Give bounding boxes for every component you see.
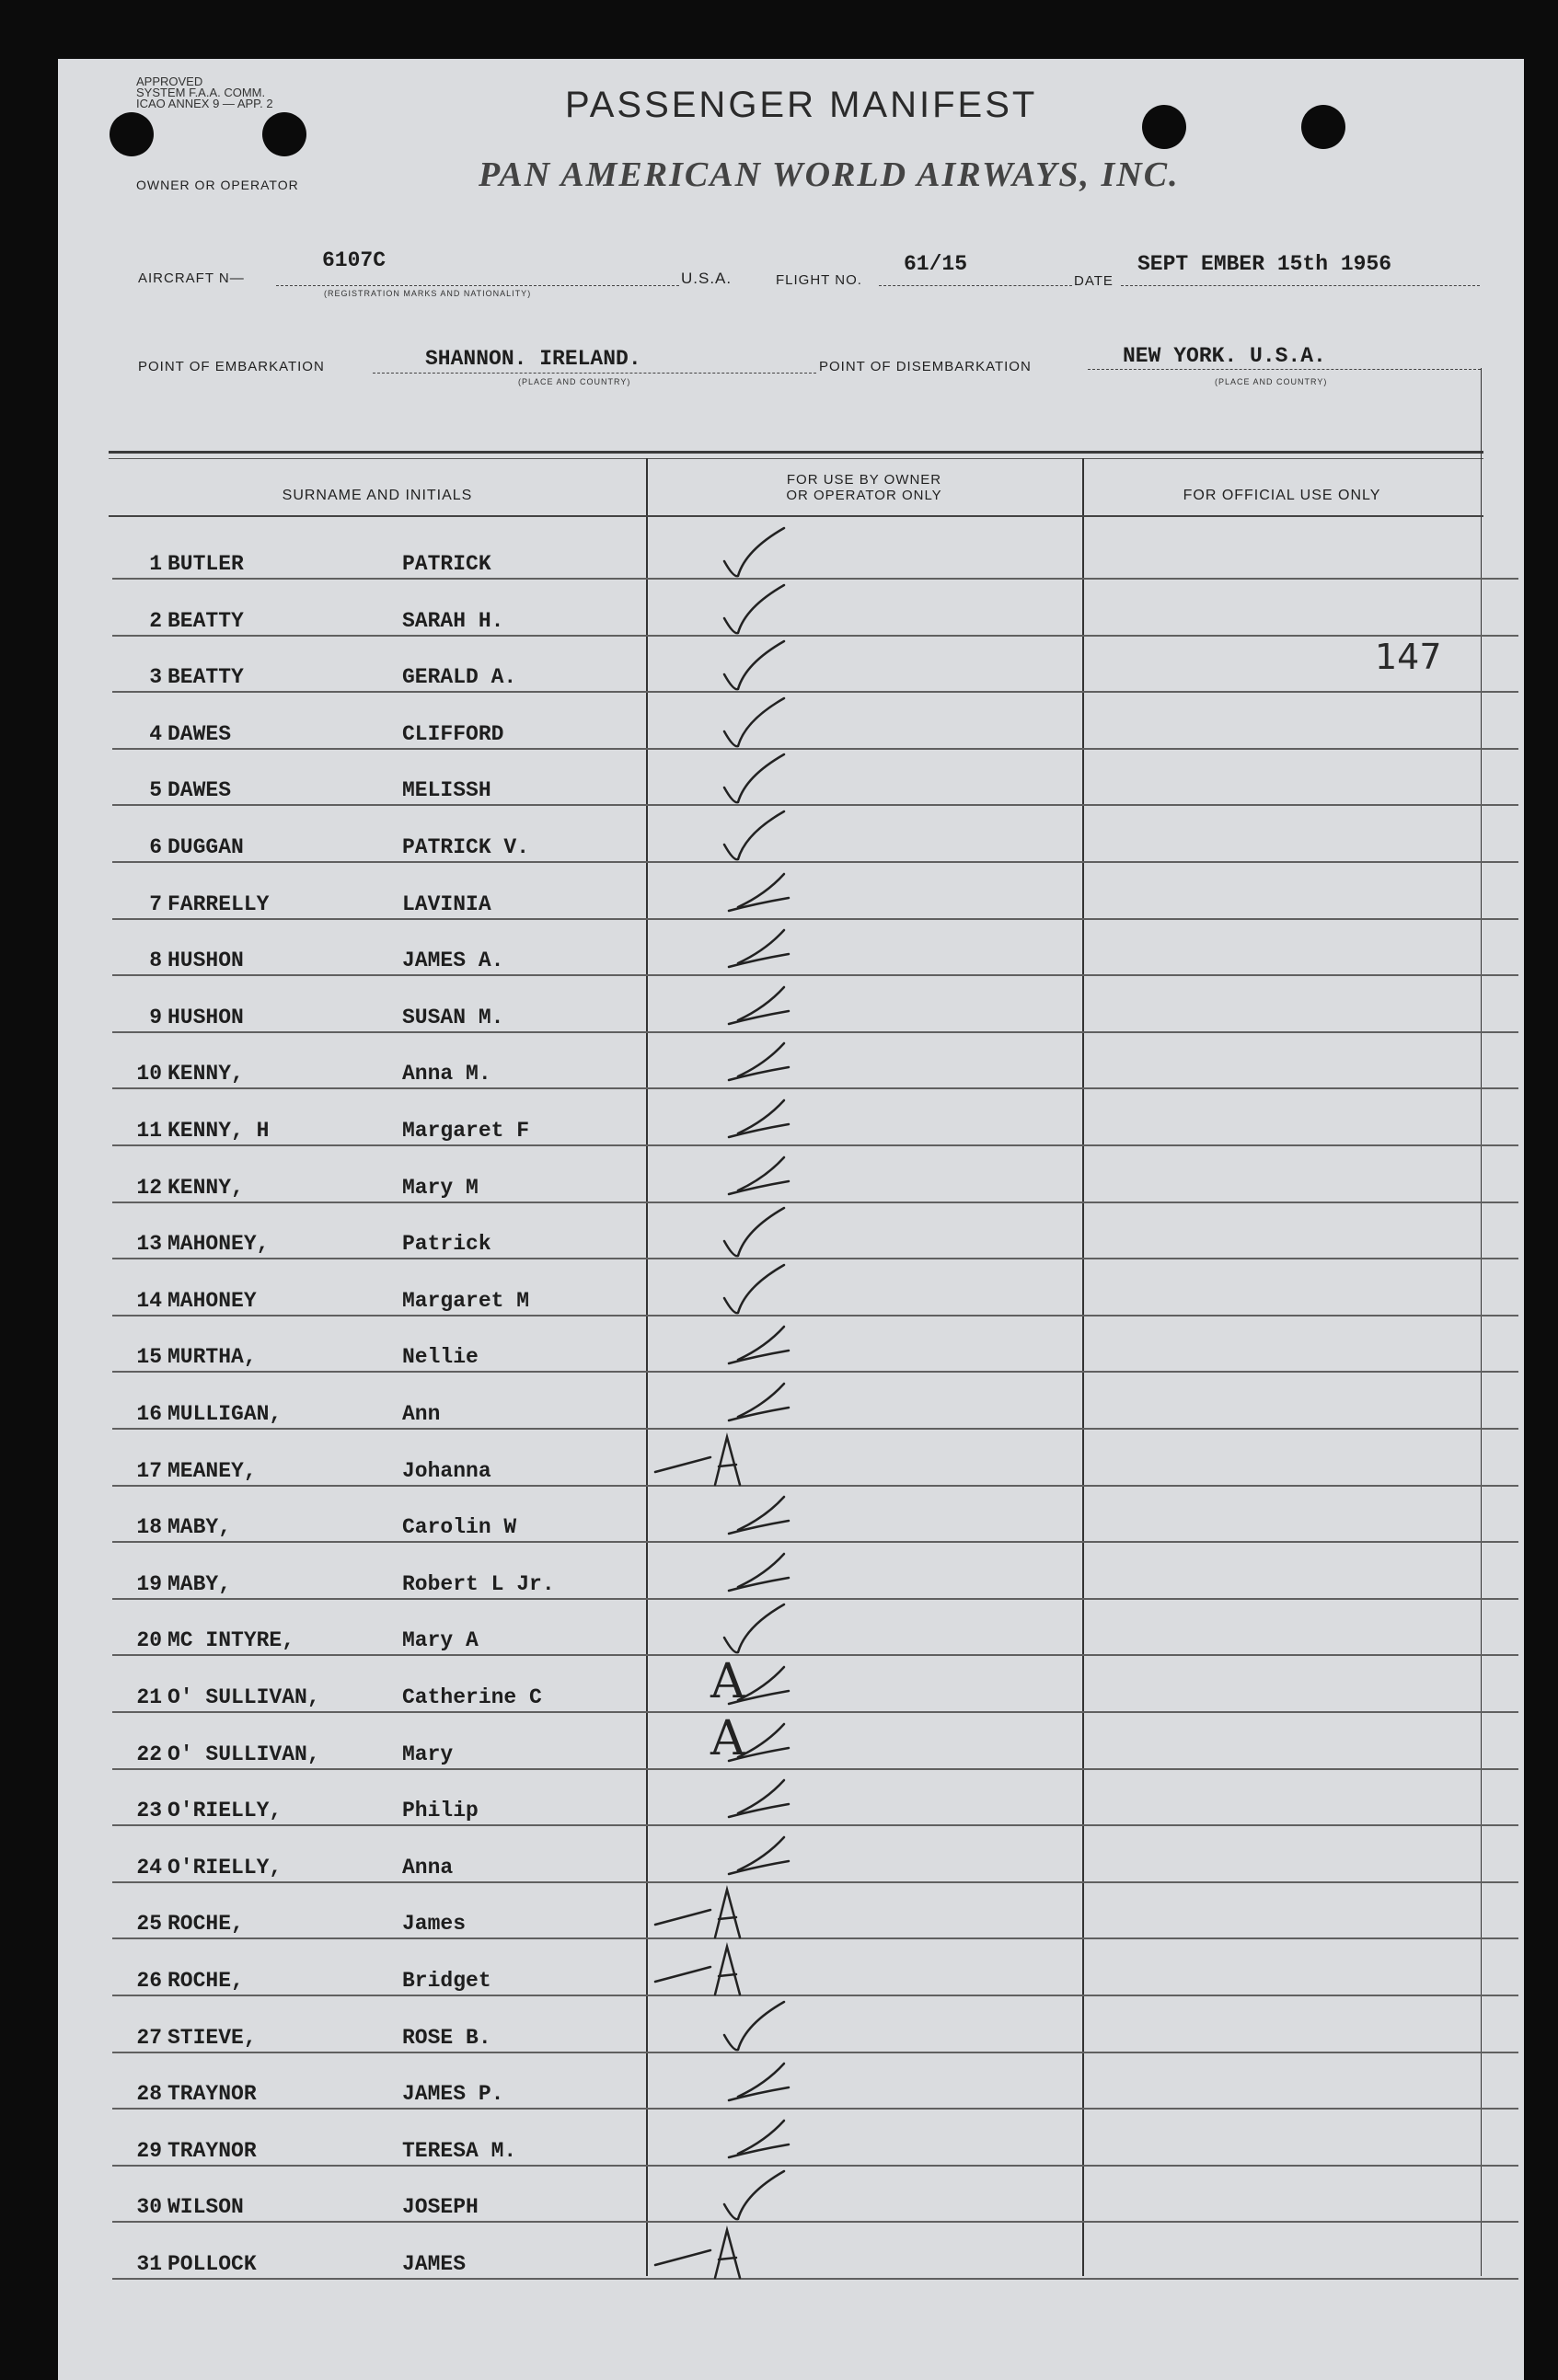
row-number: 28 bbox=[136, 2082, 162, 2107]
flight-number: 61/15 bbox=[904, 252, 968, 276]
table-row bbox=[112, 2052, 1520, 2110]
dash-mark-icon bbox=[600, 1373, 802, 1430]
row-number: 9 bbox=[149, 1005, 162, 1029]
table-row bbox=[112, 1882, 1520, 1939]
dash-mark-icon bbox=[600, 919, 802, 976]
row-number: 21 bbox=[136, 1685, 162, 1709]
row-number: 29 bbox=[136, 2138, 162, 2163]
dash-mark-icon bbox=[600, 1543, 802, 1600]
row-number: 11 bbox=[136, 1119, 162, 1143]
passenger-surname: O' SULLIVAN, bbox=[167, 1685, 320, 1709]
passenger-surname: KENNY, bbox=[167, 1062, 244, 1087]
passenger-surname: STIEVE, bbox=[167, 2025, 257, 2050]
table-row bbox=[112, 1769, 1520, 1826]
punch-hole-icon bbox=[110, 112, 154, 156]
passenger-surname: HUSHON bbox=[167, 1005, 244, 1029]
approval-stamp bbox=[136, 76, 273, 109]
check-mark-icon bbox=[600, 580, 802, 637]
row-number: 6 bbox=[149, 835, 162, 859]
passenger-given-name: Johanna bbox=[402, 1458, 491, 1483]
row-number: 5 bbox=[149, 778, 162, 803]
nationality: U.S.A. bbox=[681, 270, 733, 287]
passenger-surname: FARRELLY bbox=[167, 891, 270, 916]
passenger-surname: O' SULLIVAN, bbox=[167, 1742, 320, 1766]
passenger-given-name: PATRICK V. bbox=[402, 835, 530, 859]
passenger-given-name: CLIFFORD bbox=[402, 721, 504, 746]
passenger-surname: KENNY, bbox=[167, 1175, 244, 1200]
letter-a-mark-icon bbox=[600, 2223, 802, 2280]
row-number: 16 bbox=[136, 1402, 162, 1426]
check-mark-icon bbox=[600, 2166, 802, 2223]
table-row bbox=[112, 693, 1520, 750]
row-number: 26 bbox=[136, 1969, 162, 1993]
passenger-given-name: Margaret M bbox=[402, 1288, 530, 1313]
passenger-given-name: Anna M. bbox=[402, 1062, 491, 1087]
header-bottom-rule bbox=[109, 515, 1483, 517]
table-top-rule-2 bbox=[109, 458, 1483, 459]
passenger-surname: MC INTYRE, bbox=[167, 1628, 295, 1653]
dash-mark-icon bbox=[600, 1826, 802, 1883]
passenger-given-name: JOSEPH bbox=[402, 2195, 479, 2220]
table-row bbox=[112, 1599, 1520, 1656]
passenger-given-name: Philip bbox=[402, 1799, 479, 1823]
table-row bbox=[112, 1996, 1520, 2053]
passenger-given-name: Mary bbox=[402, 1742, 454, 1766]
passenger-given-name: James bbox=[402, 1912, 467, 1937]
table-row bbox=[112, 919, 1520, 976]
table-row bbox=[112, 976, 1520, 1033]
dash-mark-icon bbox=[600, 1486, 802, 1543]
check-mark-icon bbox=[600, 1996, 802, 2053]
row-number: 20 bbox=[136, 1628, 162, 1653]
passenger-surname: WILSON bbox=[167, 2195, 244, 2220]
table-top-rule bbox=[109, 451, 1483, 454]
passenger-given-name: LAVINIA bbox=[402, 891, 491, 916]
check-mark-icon bbox=[600, 636, 802, 693]
passenger-surname: ROCHE, bbox=[167, 1969, 244, 1993]
dash-mark-icon bbox=[600, 1146, 802, 1203]
owner-column-header-line1: FOR USE BY OWNER bbox=[786, 472, 942, 488]
dash-mark-icon bbox=[600, 976, 802, 1033]
table-row bbox=[112, 1486, 1520, 1543]
passenger-surname: DUGGAN bbox=[167, 835, 244, 859]
passenger-surname: MURTHA, bbox=[167, 1345, 257, 1370]
dash-mark-icon bbox=[600, 2052, 802, 2110]
table-row bbox=[112, 2110, 1520, 2167]
letter-a-mark-icon bbox=[600, 1430, 802, 1487]
row-number: 8 bbox=[149, 949, 162, 973]
table-row bbox=[112, 1826, 1520, 1883]
row-number: 25 bbox=[136, 1912, 162, 1937]
surname-column-header: SURNAME AND INITIALS bbox=[282, 488, 473, 503]
row-number: 4 bbox=[149, 721, 162, 746]
row-number: 3 bbox=[149, 665, 162, 690]
dash-mark-icon bbox=[600, 2110, 802, 2167]
row-number: 14 bbox=[136, 1288, 162, 1313]
table-row bbox=[112, 1316, 1520, 1373]
table-row bbox=[112, 1146, 1520, 1203]
date-label: DATE bbox=[1074, 273, 1114, 289]
check-mark-icon bbox=[600, 1259, 802, 1316]
check-mark-icon bbox=[600, 1202, 802, 1259]
passenger-given-name: Mary A bbox=[402, 1628, 479, 1653]
passenger-given-name: GERALD A. bbox=[402, 665, 517, 690]
row-number: 18 bbox=[136, 1515, 162, 1540]
passenger-surname: O'RIELLY, bbox=[167, 1855, 283, 1880]
passenger-given-name: Robert L Jr. bbox=[402, 1571, 555, 1596]
passenger-given-name: Carolin W bbox=[402, 1515, 517, 1540]
passenger-given-name: SUSAN M. bbox=[402, 1005, 504, 1029]
approval-line: ICAO ANNEX 9 — APP. 2 bbox=[136, 97, 273, 110]
passenger-surname: ROCHE, bbox=[167, 1912, 244, 1937]
row-number: 1 bbox=[149, 552, 162, 576]
approval-line: APPROVED bbox=[136, 75, 203, 88]
aircraft-underline bbox=[276, 285, 679, 286]
passenger-given-name: ROSE B. bbox=[402, 2025, 491, 2050]
check-mark-icon bbox=[600, 523, 802, 580]
check-mark-icon bbox=[600, 1599, 802, 1656]
dash-mark-icon bbox=[600, 1710, 802, 1770]
passenger-surname: POLLOCK bbox=[167, 2252, 257, 2276]
marginal-a-mark: A bbox=[710, 1654, 745, 1709]
row-number: 7 bbox=[149, 891, 162, 916]
marginal-a-mark: A bbox=[710, 1710, 745, 1766]
passenger-given-name: JAMES A. bbox=[402, 949, 504, 973]
passenger-given-name: Bridget bbox=[402, 1969, 491, 1993]
table-row bbox=[112, 1373, 1520, 1430]
punch-hole-icon bbox=[1301, 105, 1345, 149]
disembarkation-label: POINT OF DISEMBARKATION bbox=[819, 359, 1032, 374]
row-number: 12 bbox=[136, 1175, 162, 1200]
embark-underline bbox=[373, 373, 816, 374]
approval-line: SYSTEM F.A.A. COMM. bbox=[136, 86, 266, 99]
passenger-surname: O'RIELLY, bbox=[167, 1799, 283, 1823]
passenger-surname: HUSHON bbox=[167, 949, 244, 973]
row-number: 22 bbox=[136, 1742, 162, 1766]
passenger-surname: TRAYNOR bbox=[167, 2082, 257, 2107]
passenger-given-name: Nellie bbox=[402, 1345, 479, 1370]
table-row bbox=[112, 2223, 1520, 2280]
official-note: 147 bbox=[1375, 637, 1442, 677]
table-row bbox=[112, 1939, 1520, 1996]
flight-date: SEPT EMBER 15th 1956 bbox=[1137, 252, 1392, 276]
row-number: 13 bbox=[136, 1232, 162, 1257]
row-number: 19 bbox=[136, 1571, 162, 1596]
form-title: PASSENGER MANIFEST bbox=[565, 85, 1038, 125]
owner-label: OWNER OR OPERATOR bbox=[136, 178, 299, 192]
table-row bbox=[112, 636, 1520, 693]
passenger-given-name: Catherine C bbox=[402, 1685, 542, 1709]
passenger-given-name: Margaret F bbox=[402, 1119, 530, 1143]
row-number: 10 bbox=[136, 1062, 162, 1087]
passenger-surname: MULLIGAN, bbox=[167, 1402, 283, 1426]
passenger-surname: DAWES bbox=[167, 778, 232, 803]
passenger-given-name: Mary M bbox=[402, 1175, 479, 1200]
passenger-surname: TRAYNOR bbox=[167, 2138, 257, 2163]
passenger-surname: MABY, bbox=[167, 1571, 232, 1596]
passenger-surname: BUTLER bbox=[167, 552, 244, 576]
passenger-surname: KENNY, H bbox=[167, 1119, 270, 1143]
passenger-given-name: Anna bbox=[402, 1855, 454, 1880]
passenger-given-name: JAMES bbox=[402, 2252, 467, 2276]
table-row bbox=[112, 1259, 1520, 1316]
check-mark-icon bbox=[600, 749, 802, 806]
table-row bbox=[112, 2166, 1520, 2223]
passenger-surname: MEANEY, bbox=[167, 1458, 257, 1483]
table-row bbox=[112, 523, 1520, 580]
row-rule bbox=[112, 2278, 1518, 2280]
passenger-given-name: Ann bbox=[402, 1402, 441, 1426]
aircraft-label: AIRCRAFT N— bbox=[138, 270, 245, 286]
airline-name: PAN AMERICAN WORLD AIRWAYS, INC. bbox=[479, 155, 1180, 194]
dash-mark-icon bbox=[600, 1316, 802, 1373]
aircraft-number: 6107C bbox=[322, 248, 387, 272]
owner-column-header-line2: OR OPERATOR ONLY bbox=[786, 488, 942, 503]
passenger-given-name: Patrick bbox=[402, 1232, 491, 1257]
disembarkation-place: NEW YORK. U.S.A. bbox=[1123, 344, 1326, 368]
flight-label: FLIGHT NO. bbox=[776, 272, 862, 288]
table-row bbox=[112, 749, 1520, 806]
passenger-surname: MABY, bbox=[167, 1515, 232, 1540]
table-row bbox=[112, 1032, 1520, 1089]
passenger-given-name: MELISSH bbox=[402, 778, 491, 803]
embark-caption: (PLACE AND COUNTRY) bbox=[518, 377, 631, 386]
dash-mark-icon bbox=[600, 1656, 802, 1713]
disembark-caption: (PLACE AND COUNTRY) bbox=[1215, 377, 1328, 386]
passenger-surname: BEATTY bbox=[167, 665, 244, 690]
table-row bbox=[112, 580, 1520, 637]
table-row bbox=[112, 863, 1520, 920]
passenger-surname: BEATTY bbox=[167, 608, 244, 633]
row-number: 27 bbox=[136, 2025, 162, 2050]
table-row bbox=[112, 1543, 1520, 1600]
passenger-surname: DAWES bbox=[167, 721, 232, 746]
dash-mark-icon bbox=[600, 1032, 802, 1089]
check-mark-icon bbox=[600, 693, 802, 750]
table-row bbox=[112, 1089, 1520, 1146]
table-row bbox=[112, 1710, 1520, 1770]
embarkation-place: SHANNON. IRELAND. bbox=[425, 347, 641, 371]
flight-underline bbox=[879, 285, 1072, 286]
passenger-given-name: TERESA M. bbox=[402, 2138, 517, 2163]
row-number: 24 bbox=[136, 1855, 162, 1880]
disembark-underline bbox=[1088, 369, 1481, 370]
official-column-header: FOR OFFICIAL USE ONLY bbox=[1183, 488, 1381, 503]
embarkation-label: POINT OF EMBARKATION bbox=[138, 359, 325, 374]
dash-mark-icon bbox=[600, 863, 802, 920]
check-mark-icon bbox=[600, 806, 802, 863]
table-row bbox=[112, 1430, 1520, 1487]
punch-hole-icon bbox=[1142, 105, 1186, 149]
row-number: 15 bbox=[136, 1345, 162, 1370]
row-number: 31 bbox=[136, 2252, 162, 2276]
letter-a-mark-icon bbox=[600, 1939, 802, 1996]
date-underline bbox=[1121, 285, 1480, 286]
punch-hole-icon bbox=[262, 112, 306, 156]
table-row bbox=[112, 1202, 1520, 1259]
passenger-given-name: JAMES P. bbox=[402, 2082, 504, 2107]
table-row bbox=[112, 806, 1520, 863]
row-number: 30 bbox=[136, 2195, 162, 2220]
row-number: 2 bbox=[149, 608, 162, 633]
passenger-surname: MAHONEY, bbox=[167, 1232, 270, 1257]
passenger-given-name: PATRICK bbox=[402, 552, 491, 576]
letter-a-mark-icon bbox=[600, 1882, 802, 1939]
registration-caption: (REGISTRATION MARKS AND NATIONALITY) bbox=[324, 289, 532, 298]
dash-mark-icon bbox=[600, 1769, 802, 1826]
row-number: 17 bbox=[136, 1458, 162, 1483]
passenger-given-name: SARAH H. bbox=[402, 608, 504, 633]
passenger-surname: MAHONEY bbox=[167, 1288, 257, 1313]
dash-mark-icon bbox=[600, 1089, 802, 1146]
table-row bbox=[112, 1656, 1520, 1713]
row-number: 23 bbox=[136, 1799, 162, 1823]
